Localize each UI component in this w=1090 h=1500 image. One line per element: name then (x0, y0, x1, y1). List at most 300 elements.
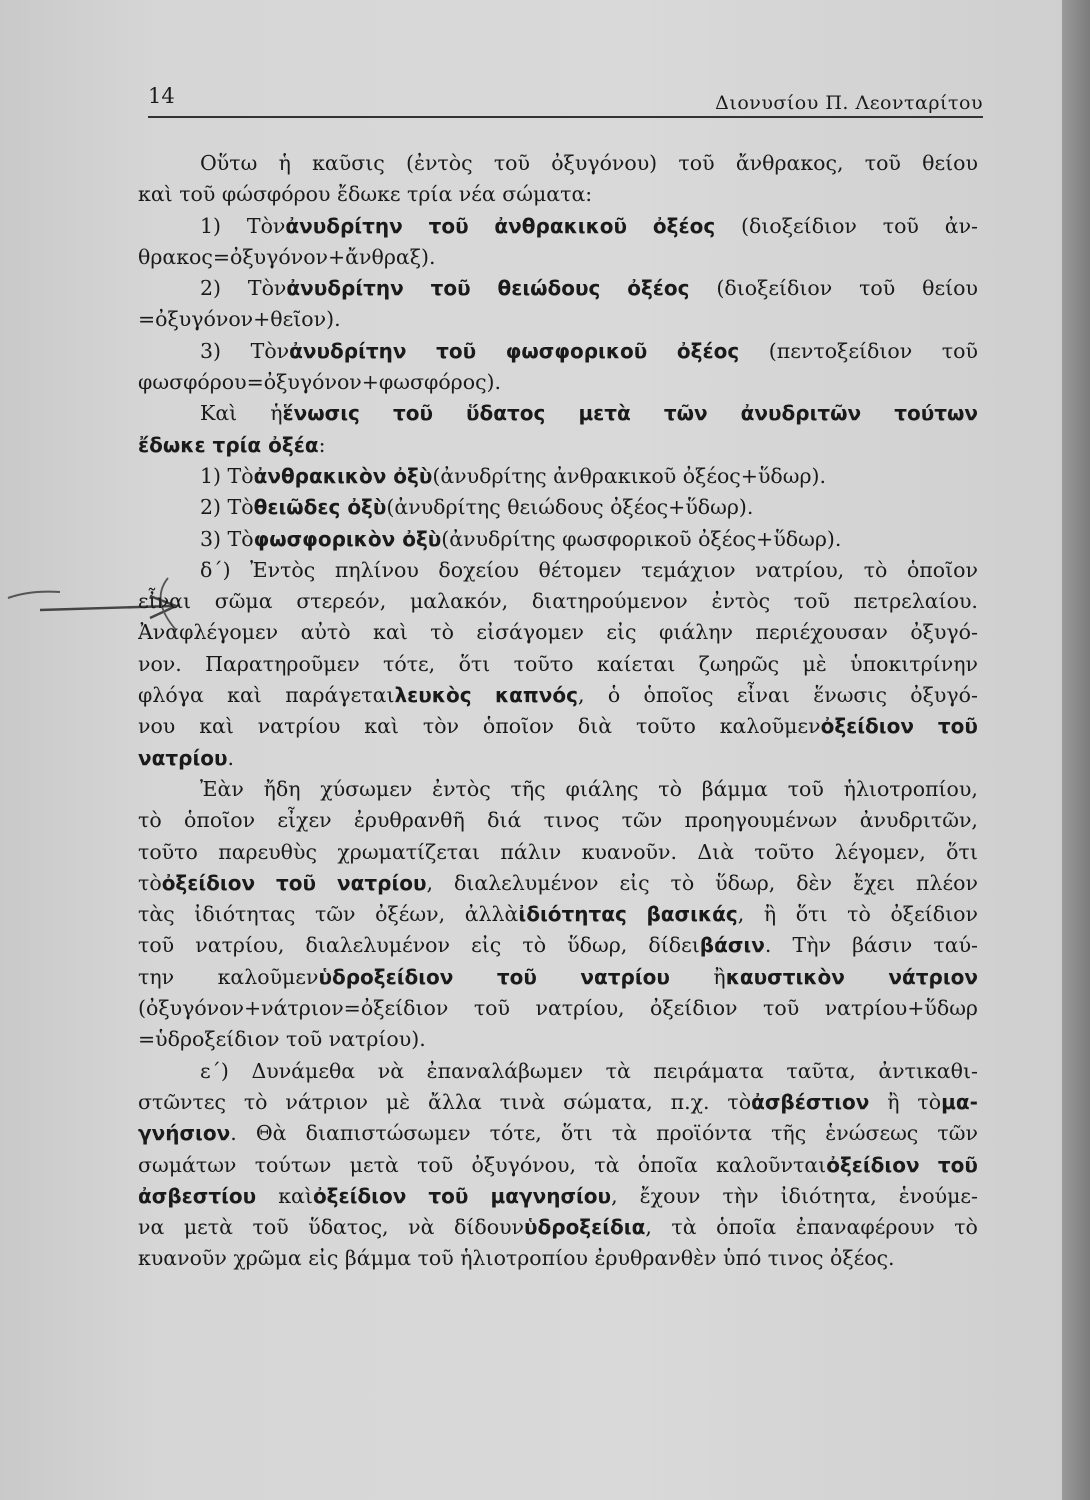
word (685, 805, 838, 836)
text-run: νὰ (377, 1058, 405, 1083)
text-run: τὰ (671, 1215, 697, 1240)
word (847, 899, 871, 930)
text-run: =ὀξυγόνον+θεῖον). (138, 307, 341, 332)
text-run: τοῦτο (138, 839, 198, 864)
text-run: πλέον (916, 870, 978, 895)
text-run: ἑνούμε- (898, 1183, 978, 1208)
word (256, 1118, 287, 1149)
word (375, 899, 445, 930)
bold-term: τοῦ (937, 1152, 978, 1177)
text-run: τοῦ (941, 338, 978, 363)
word (285, 680, 471, 711)
text-run: 1) Τὸ (200, 463, 254, 488)
text-run: . (230, 1121, 237, 1146)
word (567, 930, 627, 961)
word (438, 555, 519, 586)
text-run: (πεντοξείδιον (768, 338, 913, 363)
word (410, 586, 508, 617)
text-run: , (611, 1183, 618, 1208)
text-run: Θὰ (255, 1121, 287, 1146)
word (506, 336, 648, 367)
word (200, 774, 244, 805)
word (539, 555, 622, 586)
word (138, 1087, 226, 1118)
text-run: καὶ (373, 620, 408, 645)
bold-term: καπνός (494, 683, 578, 708)
word (606, 617, 636, 648)
bold-term: τούτων (894, 401, 978, 426)
word (285, 1087, 368, 1118)
word (671, 868, 695, 899)
word (769, 336, 912, 367)
word (195, 930, 284, 961)
text-line (138, 242, 978, 273)
word (495, 680, 585, 711)
text-run: ὁποῖα (637, 1152, 698, 1177)
word (835, 837, 926, 868)
text-run: διαλελυμένον (305, 933, 450, 958)
word (638, 1150, 698, 1181)
word (258, 711, 341, 742)
bold-term: μαγνησίου (490, 1183, 612, 1208)
text-run: νατρίου (257, 714, 341, 739)
text-run: διαλελυμένον (453, 870, 599, 895)
bold-term: βασικάς (646, 902, 738, 927)
word (408, 1212, 434, 1243)
text-run: (διοξείδιον (741, 213, 857, 238)
text-run: τὸ (430, 620, 454, 645)
word (383, 649, 435, 680)
text-run: θείου (922, 276, 978, 301)
word (864, 555, 888, 586)
word (138, 805, 162, 836)
word (677, 336, 739, 367)
word (711, 586, 770, 617)
text-run: τοῦ (763, 996, 800, 1021)
bold-term: ἀνυδριτῶν (740, 401, 862, 426)
bold-term: ἀνθρακικοῦ (494, 213, 628, 238)
text-run: ὁποῖον (482, 714, 554, 739)
word (194, 899, 295, 930)
word (427, 1056, 583, 1087)
text-run: βάμμα (701, 776, 768, 801)
text-run: δ´) (200, 557, 231, 582)
word (199, 711, 234, 742)
text-run: Τὸν (247, 276, 287, 301)
word (715, 868, 775, 899)
text-line (138, 993, 978, 1024)
word (860, 805, 978, 836)
bold-term: καυστικὸν (725, 964, 845, 989)
bold-term: τοῦ (436, 338, 477, 363)
word (737, 680, 790, 711)
word (622, 805, 663, 836)
text-run: νατρίου, (535, 996, 625, 1021)
word (312, 148, 385, 179)
word (432, 774, 491, 805)
word (497, 273, 600, 304)
text-run: φλόγα (138, 683, 204, 708)
text-run: παράγεται (285, 683, 395, 708)
text-run: να (138, 1215, 165, 1240)
text-run: 2) Τὸ (200, 495, 254, 520)
bold-term: ὀξέος (652, 213, 716, 238)
text-line (138, 367, 978, 398)
word (853, 868, 895, 899)
text-run: τινος (543, 808, 600, 833)
word (218, 962, 454, 993)
text-line (138, 273, 978, 304)
word (938, 1150, 978, 1181)
word (459, 649, 491, 680)
word (138, 649, 182, 680)
word (406, 148, 473, 179)
text-run: δοχείου (438, 557, 519, 582)
bold-term: λευκὸς (394, 683, 472, 708)
text-line (138, 1150, 978, 1181)
word (910, 680, 978, 711)
word (522, 930, 546, 961)
word (627, 273, 689, 304)
text-run: ὁποῖον (184, 808, 256, 833)
text-run: καὶ (227, 683, 262, 708)
text-run: Ἐντὸς (250, 557, 316, 582)
text-line (138, 868, 978, 899)
word (796, 1212, 935, 1243)
word (937, 1118, 978, 1149)
word (578, 711, 612, 742)
word (656, 1118, 752, 1149)
text-run: ὁποῖα (716, 1215, 777, 1240)
text-run: ὑποκιτρίνην (850, 651, 978, 676)
text-run: πάλιν (500, 839, 562, 864)
text-run: θρακος=ὀξυγόνον+ἄνθραξ). (138, 244, 436, 269)
text-run: τὸ (954, 1215, 978, 1240)
word (788, 774, 824, 805)
word (678, 148, 714, 179)
text-run: διαπιστώσωμεν (305, 1121, 471, 1146)
word (511, 774, 546, 805)
word (916, 868, 978, 899)
text-run: τοῦτο (635, 714, 696, 739)
word (646, 899, 744, 930)
text-line (138, 461, 978, 492)
text-run: ἡ (278, 151, 291, 175)
text-run: τὰ (611, 1121, 637, 1146)
word (514, 649, 574, 680)
text-run: αὐτὸ (300, 620, 351, 645)
word (428, 1181, 468, 1212)
word (636, 711, 696, 742)
bold-term: ὀξείδιον (161, 870, 256, 895)
text-run: : (318, 432, 326, 457)
text-line (138, 211, 978, 242)
text-run: ταῦτα, (786, 1058, 856, 1083)
text-line (138, 1056, 978, 1087)
word (755, 555, 844, 586)
bold-term: φωσφορικὸν ὀξὺ (253, 526, 442, 551)
text-run: καίεται (596, 651, 676, 676)
bold-term: φωσφορικοῦ (505, 338, 648, 363)
bold-term: τοῦ (937, 714, 978, 739)
text-run: ἤδη (263, 776, 301, 801)
word (606, 1056, 631, 1087)
word (205, 649, 360, 680)
word (429, 211, 469, 242)
word (644, 680, 714, 711)
text-line (138, 617, 978, 648)
text-run: δίδει (648, 933, 700, 958)
text-line (138, 1024, 978, 1055)
text-run: 2) (200, 276, 222, 301)
text-run: τὸ (658, 776, 682, 801)
text-run: στερεόν, (296, 589, 387, 614)
text-run: παρευθὺς (218, 839, 317, 864)
bold-term: ὑδροξείδιον (318, 964, 454, 989)
text-line (138, 711, 978, 742)
bold-term: τοῦ (428, 1183, 469, 1208)
word (535, 993, 624, 1024)
word (813, 680, 887, 711)
text-run: εἰς (471, 933, 502, 958)
text-run: ἐπαναλάβωμεν (426, 1058, 584, 1083)
text-line (138, 962, 978, 993)
word (561, 1118, 593, 1149)
text-run: ταύ- (933, 933, 978, 958)
bold-term: νάτριον (888, 964, 978, 989)
text-run: ὁποῖον (906, 557, 978, 582)
bold-term: ὀξέος (627, 276, 690, 301)
word (922, 273, 978, 304)
text-run: νάτριον (285, 1089, 368, 1114)
bold-term: ἔδωκε τρία ὀξέα (138, 432, 319, 457)
text-line (138, 1212, 978, 1243)
text-run: (ἀνυδρίτης ἀνθρακικοῦ ὀξέος+ὕδωρ). (432, 463, 827, 488)
text-run: , (577, 683, 585, 708)
word (430, 617, 454, 648)
text-run: νατρίου, (195, 933, 285, 958)
word (320, 774, 412, 805)
word (890, 899, 977, 930)
word (888, 962, 978, 993)
text-run: ὕδωρ, (567, 933, 628, 958)
word (454, 868, 599, 899)
word (138, 1181, 256, 1212)
text-run: ἀνυδριτῶν, (859, 808, 978, 833)
text-run: ἔχουν (639, 1183, 701, 1208)
bold-term: νατρίου (138, 745, 228, 770)
word (184, 1212, 233, 1243)
running-head: Διονυσίου Π. Λεονταρίτου (715, 92, 983, 114)
text-run: Οὕτω (200, 151, 258, 175)
word (883, 211, 919, 242)
word (650, 993, 737, 1024)
bold-term: ὀξέος (676, 338, 740, 363)
page-edge-shadow (1062, 0, 1090, 1500)
text-run: Διὰ (697, 839, 735, 864)
word (720, 711, 914, 742)
word (364, 711, 399, 742)
word (852, 930, 912, 961)
text-run: ἢ (763, 902, 777, 927)
text-run: σωμάτων (138, 1152, 237, 1177)
bold-term: ἀνυδρίτην (285, 213, 403, 238)
text-line (138, 837, 978, 868)
text-run: νου (138, 714, 176, 739)
text-run: κυανοῦν χρῶμα εἰς βάμμα τοῦ ἡλιοτροπίου ἐρυθρανθὲν ὑπό τινος ὀξέος. (138, 1246, 895, 1271)
word (244, 1087, 268, 1118)
text-run: σώματα, (563, 1089, 653, 1114)
word (138, 868, 255, 899)
text-run: ἀντικαθι- (878, 1058, 978, 1083)
text-run: τὰ (594, 1152, 620, 1177)
word (200, 211, 221, 242)
bold-term: γνήσιον (138, 1121, 231, 1146)
text-run: , (737, 902, 745, 927)
text-run: τὸ (243, 1089, 268, 1114)
text-run: (ὀξυγόνον+νάτριον=ὀξείδιον (138, 996, 449, 1021)
text-line (138, 430, 978, 461)
text-run: ἄλλα (428, 1089, 482, 1114)
text-run: προϊόντα (656, 1121, 752, 1146)
bold-term: ὀξείδιον (820, 714, 914, 739)
text-run: θέτομεν (538, 557, 622, 582)
text-line (138, 743, 978, 774)
word (350, 1150, 399, 1181)
bold-term: τοῦ (276, 870, 317, 895)
word (933, 930, 978, 961)
word (907, 555, 978, 586)
text-run: νὰ (408, 1215, 435, 1240)
text-run: ἢ (713, 964, 726, 989)
text-run: εἰς (619, 870, 650, 895)
text-run: π.χ. (670, 1089, 710, 1114)
word (378, 1056, 404, 1087)
text-run: περιέχουσαν (755, 620, 888, 645)
word (500, 1087, 546, 1118)
text-run: ἑνώσεως (825, 1121, 919, 1146)
word (494, 148, 530, 179)
word (423, 711, 459, 742)
word (305, 930, 450, 961)
word (200, 1056, 229, 1087)
word (278, 1181, 406, 1212)
text-run: λέγομεν, (834, 839, 926, 864)
text-run: χύσωμεν (320, 776, 413, 801)
bold-term: μα- (941, 1089, 978, 1114)
text-line (138, 555, 978, 586)
word (138, 586, 191, 617)
word (200, 336, 221, 367)
word (825, 1118, 918, 1149)
word (337, 837, 480, 868)
text-run: τοῦ (859, 276, 896, 301)
text-run: τοῦτο (754, 839, 815, 864)
text-line (138, 492, 978, 523)
word (296, 586, 386, 617)
text-run: τὸ (847, 902, 871, 927)
word (138, 993, 448, 1024)
text-run: τὸ (727, 1089, 752, 1114)
word (713, 962, 844, 993)
text-run: ὀξείδιον (890, 902, 978, 927)
word (251, 1056, 355, 1087)
text-line (138, 1181, 978, 1212)
word (277, 805, 331, 836)
word (664, 398, 708, 429)
word (454, 1212, 652, 1243)
text-run: μαλακόν, (409, 589, 509, 614)
word (754, 837, 814, 868)
text-run: τοῦ (864, 151, 901, 175)
text-run: καὶ (364, 714, 399, 739)
word (393, 398, 433, 429)
word (938, 711, 978, 742)
text-run: καῦσις (312, 151, 385, 175)
text-run: εἰς (606, 620, 637, 645)
text-run: 3) (200, 338, 222, 363)
word (335, 555, 419, 586)
word (922, 148, 978, 179)
word (251, 336, 407, 367)
text-run: ἀν- (944, 213, 978, 238)
word (786, 1056, 855, 1087)
text-line (138, 930, 978, 961)
word (431, 273, 471, 304)
word (917, 1087, 977, 1118)
word (594, 1150, 619, 1181)
text-run: τὰς (138, 902, 175, 927)
word (248, 273, 404, 304)
text-run: ὕδωρ, (715, 870, 776, 895)
text-run: . (227, 745, 235, 770)
word (428, 1087, 482, 1118)
word (894, 398, 978, 429)
text-run: φωσφόρου=ὀξυγόνον+φωσφόρος). (138, 370, 502, 395)
text-run: (διοξείδιον (716, 276, 833, 301)
text-run: δίδουν (454, 1215, 524, 1240)
text-run: τοῦ (678, 151, 715, 175)
text-run: τῶν (621, 808, 663, 833)
text-run: τοῦτο (513, 651, 574, 676)
word (227, 680, 262, 711)
text-run: τοῦ (138, 933, 175, 958)
text-run: ἐντὸς (432, 776, 491, 801)
text-run: τὸ (670, 870, 695, 895)
word (306, 1118, 471, 1149)
bold-term: ἀνυδρίτην (289, 338, 407, 363)
word (264, 774, 301, 805)
word (200, 148, 257, 179)
text-run: φιάλην (659, 620, 733, 645)
text-run: ὀξέων, (375, 902, 446, 927)
text-run: τὴν (722, 1183, 759, 1208)
word (436, 336, 476, 367)
text-run: τὰ (605, 1058, 631, 1083)
word (608, 680, 620, 711)
text-run: τὸ (138, 870, 162, 895)
text-line (138, 899, 978, 930)
text-run: καλοῦνται (716, 1152, 827, 1177)
text-run: τοῦ (793, 589, 830, 614)
word (844, 774, 978, 805)
word (716, 1212, 776, 1243)
text-run: ἐπαναφέρουν (795, 1215, 935, 1240)
word (138, 1150, 236, 1181)
word (472, 1150, 576, 1181)
text-run: βάσιν (852, 933, 913, 958)
bold-term: ἀσβεστίου (138, 1183, 257, 1208)
